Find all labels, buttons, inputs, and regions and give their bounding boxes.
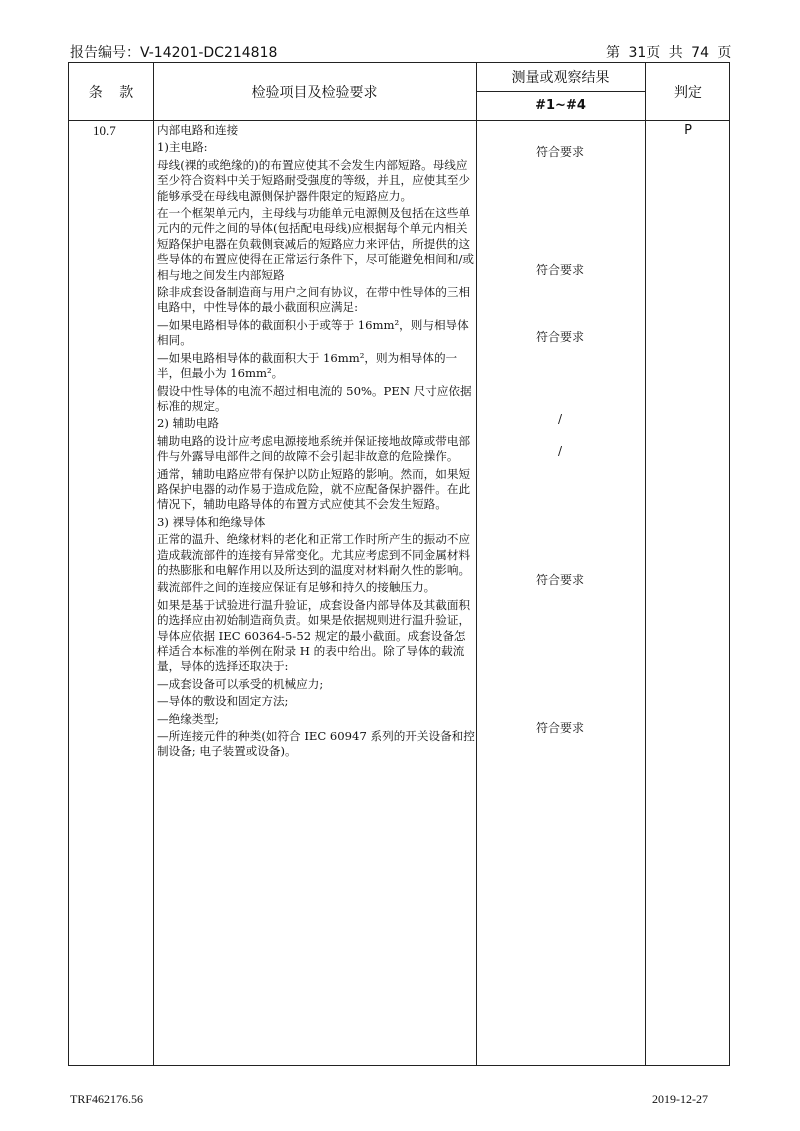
page-info: 第 31页 共 74 页 xyxy=(606,45,732,61)
paragraph: —导体的敷设和固定方法; xyxy=(157,694,289,709)
form-number: TRF462176.56 xyxy=(70,1092,144,1106)
col-header-result-sub: #1~#4 xyxy=(535,98,586,113)
result-main-circuit: 符合要求 xyxy=(535,145,584,159)
result-auxiliary-circuit: / xyxy=(557,444,563,458)
paragraph: 除非成套设备制造商与用户之间有协议，在带中性导体的三相电路中，中性导体的最小截面积应满足: xyxy=(157,285,471,315)
paragraph: 载流部件之间的连接应保证有足够和持久的接触压力。 xyxy=(157,580,436,595)
paragraph: 如果是基于试验进行温升验证，成套设备内部导体及其截面积的选择应由初始制造商负责。如果是依据规则进行温升验证，导体应依据 IEC 60364-5-52 规定的最小截面。成套设备怎样适合本标准的举例在附录 H 的表中给出。除了导体的载流量，导体的选择还取决于: xyxy=(157,597,471,674)
paragraph: 假设中性导体的电流不超过相电流的 50%。PEN 尺寸应依据标准的规定。 xyxy=(157,383,472,413)
paragraph: 在一个框架单元内，主母线与功能单元电源侧及包括在这些单元内的元件之间的导体(包括配电母线)应根据每个单元内相关短路保护电器在负载侧衰减后的短路应力来评估，所提供的这些导体的布置应使得在正常运行条件下，尽可能避免相间和/或相与地之间发生内部短路 xyxy=(157,206,474,282)
col-header-result: 测量或观察结果 xyxy=(511,70,610,86)
report-date: 2019-12-27 xyxy=(652,1092,708,1106)
verdict-value: P xyxy=(684,123,692,138)
result-pen-size: / xyxy=(557,412,563,426)
result-conductor-selection: 符合要求 xyxy=(535,721,584,735)
paragraph: 内部电路和连接 xyxy=(157,123,239,137)
paragraph: —如果电路相导体的截面积大于 16mm²，则为相导体的一半，但最小为 16mm²。 xyxy=(157,350,458,381)
col-header-item: 检验项目及检验要求 xyxy=(251,84,378,101)
paragraph: 通常，辅助电路应带有保护以防止短路的影响。然而，如果短路保护电器的动作易于造成危险，就不应配备保护器件。在此情况下，辅助电路导体的布置方式应使其不会发生短路。 xyxy=(157,466,471,512)
result-neutral-section: 符合要求 xyxy=(535,330,584,344)
paragraph: 正常的温升、绝缘材料的老化和正常工作时所产生的振动不应造成载流部件的连接有异常变化。尤其应考虑到不同金属材料的热膨胀和电解作用以及所达到的温度对材料耐久性的影响。 xyxy=(157,532,471,577)
paragraph: 3) 裸导体和绝缘导体 xyxy=(157,514,266,529)
paragraph: —如果电路相导体的截面积小于或等于 16mm²，则与相导体相同。 xyxy=(157,317,469,348)
inspection-table xyxy=(68,62,730,1066)
paragraph: 2) 辅助电路 xyxy=(157,416,219,431)
report-number: 报告编号：V-14201-DC214818 xyxy=(70,45,278,61)
requirement-text xyxy=(157,123,475,762)
col-header-clause: 条 款 xyxy=(88,84,134,101)
paragraph: 母线(裸的或绝缘的)的布置应使其不会发生内部短路。母线应至少符合资料中关于短路耐受强度的等级，并且，应使其至少能够承受在母线电源侧保护器件限定的短路应力。 xyxy=(157,157,471,203)
paragraph: 辅助电路的设计应考虑电源接地系统并保证接地故障或带电部件与外露导电部件之间的故障不会引起非故意的危险操作。 xyxy=(157,433,471,464)
result-conductors: 符合要求 xyxy=(535,573,584,587)
clause-number: 10.7 xyxy=(93,123,116,138)
paragraph: 1)主电路: xyxy=(157,140,208,155)
col-header-verdict: 判定 xyxy=(674,84,702,101)
paragraph: —所连接元件的种类(如符合 IEC 60947 系列的开关设备和控制设备; 电子装置或设备)。 xyxy=(157,729,475,759)
result-busbar-arrangement: 符合要求 xyxy=(535,263,584,277)
paragraph: —绝缘类型; xyxy=(157,711,219,726)
paragraph: —成套设备可以承受的机械应力; xyxy=(157,676,324,691)
